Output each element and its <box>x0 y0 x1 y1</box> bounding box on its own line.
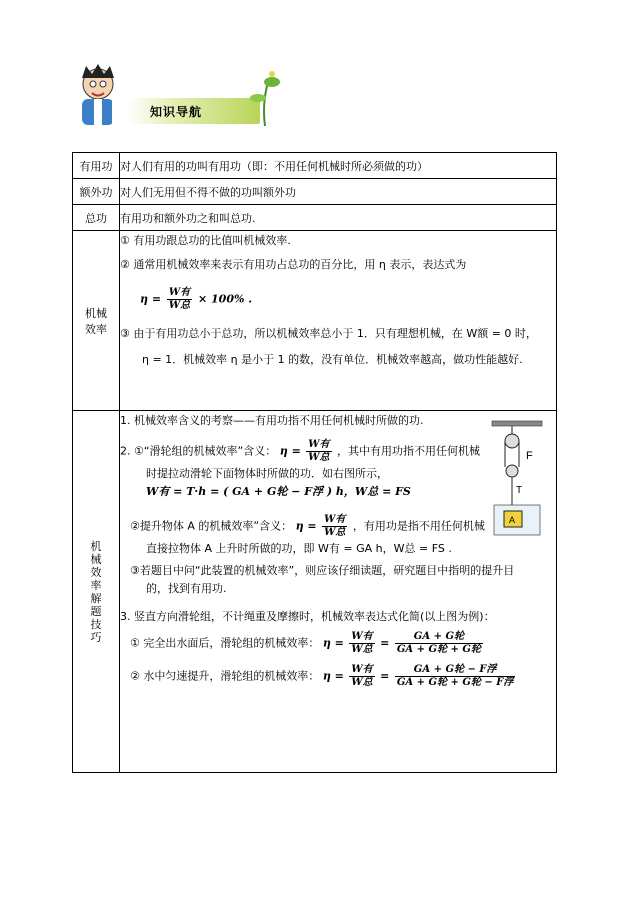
efficiency-p1: ① 有用功跟总功的比值叫机械效率. <box>120 234 291 247</box>
efficiency-content <box>120 231 557 411</box>
section-banner <box>72 62 282 130</box>
moving-pulley-icon <box>506 465 518 477</box>
pulley-diagram <box>490 419 544 537</box>
tip-3: 3. 竖直方向滑轮组，不计绳重及摩擦时，机械效率表达式化简(以上图为例)： <box>120 610 495 623</box>
row-text: 对人们有用的功叫有用功（即：不用任何机械时所必须做的功） <box>120 153 557 179</box>
tip-2h: ③若题目中问“此装置的机械效率”，则应该仔细读题，研究题目中指明的提升目 <box>130 564 515 577</box>
knowledge-table <box>72 152 557 773</box>
table-row <box>73 411 557 773</box>
tip-2d: W有 = T·h = ( GA + G轮 − F浮 ) h，W总 = FS <box>146 485 411 498</box>
tip-3b: ② 水中匀速提升，滑轮组的机械效率： η = $\frac{\text{W有}}{\text{W总}}$ = $\frac{\text{GA + G轮 − F浮}}{\text{GA + G轮 + G轮 − F浮}}$ <box>130 664 514 688</box>
tip-2a: 2. ①“滑轮组的机械效率”含义： η = $\frac{\text{W有}}{\text{W总}}$ ，其中有用功指不用任何机械 <box>120 439 481 463</box>
efficiency-p3b: η = 1．机械效率 η 是小于 1 的数，没有单位．机械效率越高，做功性能越好. <box>142 353 523 366</box>
fixed-pulley-icon <box>505 434 519 448</box>
table-row <box>73 205 557 231</box>
tips-label: 机械效率解题技巧 <box>90 539 102 644</box>
leaf-sprout-icon <box>248 68 282 128</box>
table-row <box>73 231 557 411</box>
table-row <box>73 153 557 179</box>
tip-2e: ②提升物体 A 的机械效率”含义： η = $\frac{\text{W有}}{\text{W总}}$ ，有用功是指不用任何机械 <box>130 514 485 538</box>
row-label: 有用功 <box>73 153 120 179</box>
label-A: A <box>509 515 516 525</box>
efficiency-p3a: ③ 由于有用功总小于总功，所以机械效率总小于 1．只有理想机械，在 W额 = 0 时， <box>120 327 537 340</box>
banner-title: 知识导航 <box>150 105 203 119</box>
tip-2g: 直接拉物体 A 上升时所做的功，即 W有 = GA h，W总 = FS . <box>146 542 452 555</box>
efficiency-p2: ② 通常用机械效率来表示有用功占总功的百分比，用 η 表示，表达式为 <box>120 258 467 271</box>
efficiency-label: 机械效率 <box>85 306 107 336</box>
row-label: 额外功 <box>73 179 120 205</box>
efficiency-formula: η = $\frac{\text{W有}}{\text{W总}}$ × 100% . <box>140 287 253 311</box>
row-text: 有用功和额外功之和叫总功. <box>120 205 557 231</box>
row-label <box>73 411 120 773</box>
label-F: F <box>526 450 533 462</box>
tip-2i: 的，找到有用功. <box>146 582 227 595</box>
tip-1: 1. 机械效率含义的考察——有用功指不用任何机械时所做的功. <box>120 414 424 427</box>
tip-2c: 时提拉动滑轮下面物体时所做的功．如右图所示， <box>146 467 388 480</box>
row-label <box>73 231 120 411</box>
tip-3a: ① 完全出水面后，滑轮组的机械效率： η = $\frac{\text{W有}}{\text{W总}}$ = $\frac{\text{GA + G轮}}{\text{GA + G轮 + G轮}}$ <box>130 631 481 655</box>
row-text: 对人们无用但不得不做的功叫额外功 <box>120 179 557 205</box>
row-label: 总功 <box>73 205 120 231</box>
tips-content <box>120 411 557 773</box>
label-T: T <box>516 485 523 496</box>
table-row <box>73 179 557 205</box>
